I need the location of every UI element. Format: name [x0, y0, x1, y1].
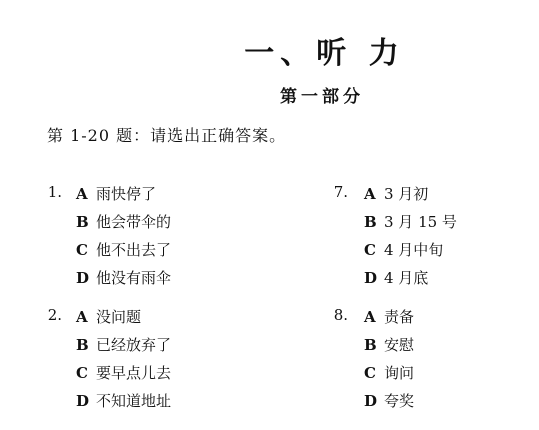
option-letter: B — [76, 213, 89, 231]
option-text: 夸奖 — [384, 392, 415, 410]
option-d — [76, 267, 171, 288]
option-text: 安慰 — [384, 336, 415, 354]
option-letter: D — [364, 269, 378, 287]
section-title: 一、听 力 — [244, 36, 405, 71]
option-letter: A — [76, 185, 88, 203]
option-letter: B — [364, 213, 377, 231]
option-text: 询问 — [384, 364, 415, 382]
option-text: 雨快停了 — [96, 185, 157, 203]
option-text: 4 月中旬 — [384, 241, 444, 259]
option-text: 3 月 15 号 — [384, 213, 457, 231]
option-text: 责备 — [384, 308, 415, 326]
option-d — [76, 390, 171, 411]
option-d — [364, 390, 414, 411]
option-letter: C — [364, 364, 376, 382]
question-number: 8. — [333, 306, 348, 324]
instruction-text: 第 1-20 题：请选出正确答案。 — [47, 126, 287, 145]
option-text: 他没有雨伞 — [96, 269, 172, 287]
option-b — [76, 334, 171, 355]
option-text: 不知道地址 — [96, 392, 172, 410]
option-letter: B — [364, 336, 377, 354]
option-a — [76, 306, 141, 327]
option-d — [364, 267, 428, 288]
option-letter: A — [364, 308, 376, 326]
option-letter: D — [364, 392, 378, 410]
option-letter: A — [364, 185, 376, 203]
option-text: 已经放弃了 — [96, 336, 172, 354]
option-letter: C — [364, 241, 376, 259]
option-text: 3 月初 — [384, 185, 429, 203]
option-b — [76, 211, 171, 232]
option-letter: D — [76, 392, 90, 410]
option-c — [76, 362, 171, 383]
option-b — [364, 211, 457, 232]
question-number: 7. — [333, 183, 348, 201]
option-text: 要早点儿去 — [96, 364, 172, 382]
option-c — [76, 239, 171, 260]
option-letter: D — [76, 269, 90, 287]
option-text: 他会带伞的 — [96, 213, 172, 231]
option-a — [364, 183, 428, 204]
option-letter: C — [76, 241, 88, 259]
question-number: 1. — [47, 183, 62, 201]
option-text: 4 月底 — [384, 269, 429, 287]
option-letter: A — [76, 308, 88, 326]
option-a — [76, 183, 156, 204]
option-c — [364, 239, 443, 260]
option-letter: B — [76, 336, 89, 354]
option-letter: C — [76, 364, 88, 382]
option-text: 他不出去了 — [96, 241, 172, 259]
part-title: 第一部分 — [280, 87, 364, 107]
option-a — [364, 306, 414, 327]
option-b — [364, 334, 414, 355]
question-number: 2. — [47, 306, 62, 324]
option-c — [364, 362, 414, 383]
option-text: 没问题 — [96, 308, 142, 326]
